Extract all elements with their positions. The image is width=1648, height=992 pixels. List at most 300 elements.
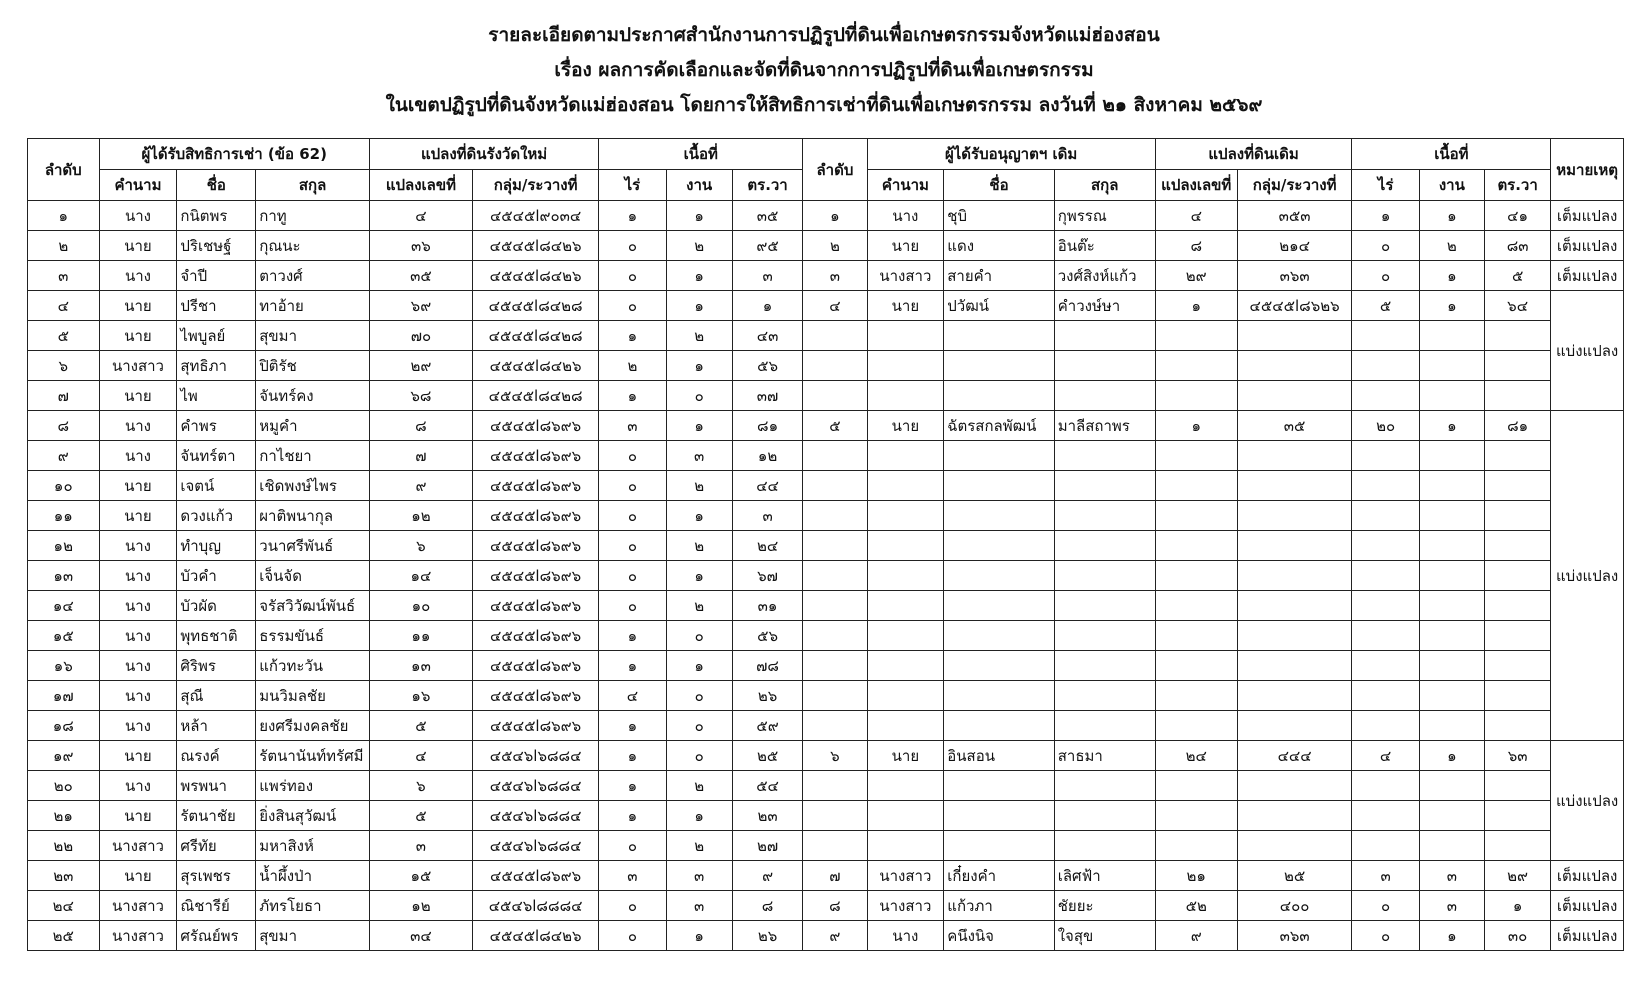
original-empty-cell [1155, 471, 1237, 501]
lessee-rai-cell: ๓ [599, 861, 666, 891]
original-empty-cell [803, 651, 867, 681]
original-empty-cell [1054, 561, 1155, 591]
lessee-rai-cell: ๐ [599, 531, 666, 561]
lessee-ngan-cell: ๓ [666, 441, 732, 471]
original-empty-cell [1419, 651, 1484, 681]
lessee-plot-no-cell: ๔ [369, 201, 472, 231]
lessee-group-cell: ๔๕๔๕l๘๖๙๖ [472, 591, 598, 621]
original-rai-cell: ๕ [1352, 291, 1419, 321]
lessee-prefix-cell: นาง [99, 531, 177, 561]
lessee-rai-cell: ๒ [599, 351, 666, 381]
original-empty-cell [1419, 561, 1484, 591]
lessee-name-cell: ไพ [177, 381, 256, 411]
original-group-cell: ๒๑๔ [1237, 231, 1352, 261]
lessee-prefix-cell: นาย [99, 501, 177, 531]
lessee-surname-cell: ผาติพนากุล [256, 501, 370, 531]
lessee-order-cell: ๑๔ [28, 591, 100, 621]
table-row [28, 471, 1624, 501]
lessee-group-cell: ๔๕๔๕l๙๐๓๔ [472, 201, 598, 231]
original-empty-cell [1237, 621, 1352, 651]
lessee-wa-cell: ๕๔ [732, 771, 803, 801]
original-empty-cell [1155, 681, 1237, 711]
original-group-cell: ๓๖๓ [1237, 261, 1352, 291]
original-empty-cell [1352, 381, 1419, 411]
original-empty-cell [803, 441, 867, 471]
lessee-name-cell: ศรีทัย [177, 831, 256, 861]
original-empty-cell [867, 681, 944, 711]
original-empty-cell [1419, 351, 1484, 381]
lessee-surname-cell: เชิดพงษ์ไพร [256, 471, 370, 501]
lessee-wa-cell: ๒๔ [732, 531, 803, 561]
lessee-ngan-cell: ๑ [666, 561, 732, 591]
original-empty-cell [1419, 471, 1484, 501]
lessee-surname-cell: แพร่ทอง [256, 771, 370, 801]
original-empty-cell [867, 531, 944, 561]
original-empty-cell [1054, 591, 1155, 621]
lessee-rai-cell: ๐ [599, 921, 666, 951]
original-ngan-cell: ๑ [1419, 201, 1484, 231]
original-empty-cell [1237, 441, 1352, 471]
lessee-name-cell: จำปี [177, 261, 256, 291]
header-original-plot-group: แปลงที่ดินเดิม [1155, 139, 1352, 170]
lessee-wa-cell: ๓๕ [732, 201, 803, 231]
original-empty-cell [867, 621, 944, 651]
lessee-rai-cell: ๐ [599, 831, 666, 861]
header-order-original: ลำดับ [803, 139, 867, 201]
lessee-order-cell: ๔ [28, 291, 100, 321]
lessee-plot-no-cell: ๑๔ [369, 561, 472, 591]
lessee-order-cell: ๒ [28, 231, 100, 261]
original-wa-cell: ๕ [1484, 261, 1550, 291]
lessee-wa-cell: ๓๑ [732, 591, 803, 621]
lessee-order-cell: ๕ [28, 321, 100, 351]
lessee-group-cell: ๔๕๔๕l๘๔๒๘ [472, 291, 598, 321]
original-empty-cell [944, 621, 1054, 651]
original-empty-cell [944, 681, 1054, 711]
original-name-cell: ชุบิ [944, 201, 1054, 231]
original-empty-cell [1054, 501, 1155, 531]
lessee-group-cell: ๔๕๔๕l๘๔๒๘ [472, 321, 598, 351]
original-empty-cell [1155, 441, 1237, 471]
original-empty-cell [1054, 681, 1155, 711]
original-surname-cell: สาธมา [1054, 741, 1155, 771]
lessee-wa-cell: ๘ [732, 891, 803, 921]
header-ngan-original: งาน [1419, 170, 1484, 201]
lessee-rai-cell: ๐ [599, 591, 666, 621]
original-empty-cell [1054, 321, 1155, 351]
original-empty-cell [803, 801, 867, 831]
original-prefix-cell: นางสาว [867, 861, 944, 891]
remark-cell: แบ่งแปลง [1551, 741, 1624, 861]
lessee-group-cell: ๔๕๔๕l๘๔๒๘ [472, 381, 598, 411]
lessee-wa-cell: ๓ [732, 261, 803, 291]
original-empty-cell [1155, 771, 1237, 801]
original-wa-cell: ๖๔ [1484, 291, 1550, 321]
original-empty-cell [867, 441, 944, 471]
original-empty-cell [1054, 381, 1155, 411]
original-empty-cell [1352, 681, 1419, 711]
lessee-rai-cell: ๓ [599, 411, 666, 441]
lessee-plot-no-cell: ๒๙ [369, 351, 472, 381]
original-empty-cell [1054, 831, 1155, 861]
original-empty-cell [803, 321, 867, 351]
lessee-name-cell: กนิตพร [177, 201, 256, 231]
original-wa-cell: ๖๓ [1484, 741, 1550, 771]
lessee-plot-no-cell: ๖๙ [369, 291, 472, 321]
lessee-surname-cell: ยิ่งสินสุวัฒน์ [256, 801, 370, 831]
lessee-group-cell: ๔๕๔๕l๘๖๙๖ [472, 861, 598, 891]
original-empty-cell [1419, 501, 1484, 531]
original-ngan-cell: ๑ [1419, 741, 1484, 771]
original-surname-cell: เลิศฟ้า [1054, 861, 1155, 891]
original-empty-cell [867, 471, 944, 501]
lessee-group-cell: ๔๕๔๕l๘๖๙๖ [472, 501, 598, 531]
original-empty-cell [803, 591, 867, 621]
original-order-cell: ๗ [803, 861, 867, 891]
original-wa-cell: ๓๐ [1484, 921, 1550, 951]
original-surname-cell: วงศ์สิงห์แก้ว [1054, 261, 1155, 291]
original-empty-cell [1237, 501, 1352, 531]
lessee-order-cell: ๑๖ [28, 651, 100, 681]
original-plot-no-cell: ๒๑ [1155, 861, 1237, 891]
lessee-plot-no-cell: ๗ [369, 441, 472, 471]
lessee-order-cell: ๑๙ [28, 741, 100, 771]
lessee-order-cell: ๓ [28, 261, 100, 291]
lessee-ngan-cell: ๑ [666, 651, 732, 681]
original-empty-cell [867, 321, 944, 351]
lessee-group-cell: ๔๕๔๕l๘๖๙๖ [472, 651, 598, 681]
lessee-wa-cell: ๕๖ [732, 621, 803, 651]
table-row [28, 381, 1624, 411]
lessee-wa-cell: ๔๔ [732, 471, 803, 501]
header-rai-original: ไร่ [1352, 170, 1419, 201]
lessee-group-cell: ๔๕๔๕l๘๖๙๖ [472, 471, 598, 501]
original-empty-cell [944, 531, 1054, 561]
lessee-wa-cell: ๕๖ [732, 351, 803, 381]
header-surname-original: สกุล [1054, 170, 1155, 201]
lessee-wa-cell: ๒๓ [732, 801, 803, 831]
lessee-name-cell: ปรีชา [177, 291, 256, 321]
allocation-table [27, 138, 1624, 951]
lessee-name-cell: สุทธิภา [177, 351, 256, 381]
original-empty-cell [1419, 831, 1484, 861]
original-group-cell: ๔๐๐ [1237, 891, 1352, 921]
original-empty-cell [1484, 321, 1550, 351]
lessee-group-cell: ๔๕๔๕l๘๔๒๖ [472, 261, 598, 291]
remark-cell: แบ่งแปลง [1551, 411, 1624, 741]
original-surname-cell: อินต๊ะ [1054, 231, 1155, 261]
original-empty-cell [803, 351, 867, 381]
lessee-wa-cell: ๒๖ [732, 921, 803, 951]
original-empty-cell [944, 711, 1054, 741]
lessee-plot-no-cell: ๕ [369, 711, 472, 741]
lessee-rai-cell: ๐ [599, 471, 666, 501]
lessee-group-cell: ๔๕๔๕l๘๔๒๖ [472, 351, 598, 381]
original-group-cell: ๓๖๓ [1237, 921, 1352, 951]
lessee-ngan-cell: ๑ [666, 921, 732, 951]
original-empty-cell [803, 831, 867, 861]
lessee-group-cell: ๔๕๔๕l๘๖๙๖ [472, 561, 598, 591]
original-empty-cell [1054, 441, 1155, 471]
lessee-surname-cell: มนวิมลชัย [256, 681, 370, 711]
lessee-prefix-cell: นาง [99, 681, 177, 711]
original-empty-cell [944, 381, 1054, 411]
original-empty-cell [1352, 831, 1419, 861]
original-empty-cell [1155, 561, 1237, 591]
original-empty-cell [1484, 441, 1550, 471]
original-empty-cell [1054, 651, 1155, 681]
table-row [28, 441, 1624, 471]
original-group-cell: ๔๔๔ [1237, 741, 1352, 771]
original-order-cell: ๒ [803, 231, 867, 261]
original-order-cell: ๙ [803, 921, 867, 951]
header-lessee-group: ผู้ได้รับสิทธิการเช่า (ข้อ 62) [99, 139, 369, 170]
original-empty-cell [867, 351, 944, 381]
lessee-surname-cell: หมูคำ [256, 411, 370, 441]
original-empty-cell [1155, 621, 1237, 651]
table-row [28, 741, 1624, 771]
original-empty-cell [803, 681, 867, 711]
original-empty-cell [1419, 441, 1484, 471]
lessee-plot-no-cell: ๑๖ [369, 681, 472, 711]
original-empty-cell [1237, 591, 1352, 621]
original-empty-cell [1054, 531, 1155, 561]
lessee-prefix-cell: นาง [99, 771, 177, 801]
lessee-group-cell: ๔๕๔๖l๘๘๘๔ [472, 891, 598, 921]
lessee-name-cell: สุรเพชร [177, 861, 256, 891]
lessee-prefix-cell: นาง [99, 261, 177, 291]
header-name-original: ชื่อ [944, 170, 1054, 201]
lessee-surname-cell: ภัทรโยธา [256, 891, 370, 921]
lessee-wa-cell: ๗๘ [732, 651, 803, 681]
original-rai-cell: ๐ [1352, 921, 1419, 951]
lessee-prefix-cell: นาง [99, 711, 177, 741]
lessee-prefix-cell: นาง [99, 411, 177, 441]
table-row [28, 801, 1624, 831]
original-empty-cell [944, 771, 1054, 801]
lessee-group-cell: ๔๕๔๖l๖๘๘๔ [472, 741, 598, 771]
original-empty-cell [1054, 351, 1155, 381]
lessee-ngan-cell: ๐ [666, 681, 732, 711]
original-empty-cell [1054, 471, 1155, 501]
lessee-wa-cell: ๔๓ [732, 321, 803, 351]
lessee-prefix-cell: นาง [99, 591, 177, 621]
lessee-ngan-cell: ๒ [666, 321, 732, 351]
header-ngan: งาน [666, 170, 732, 201]
original-plot-no-cell: ๙ [1155, 921, 1237, 951]
lessee-rai-cell: ๑ [599, 621, 666, 651]
table-row [28, 861, 1624, 891]
lessee-name-cell: คำพร [177, 411, 256, 441]
lessee-name-cell: ศรัณย์พร [177, 921, 256, 951]
lessee-wa-cell: ๕๙ [732, 711, 803, 741]
remark-cell: เต็มแปลง [1551, 261, 1624, 291]
original-name-cell: ปวัฒน์ [944, 291, 1054, 321]
original-empty-cell [1155, 711, 1237, 741]
lessee-ngan-cell: ๒ [666, 591, 732, 621]
table-row [28, 711, 1624, 741]
original-empty-cell [867, 561, 944, 591]
table-row [28, 411, 1624, 441]
lessee-prefix-cell: นาย [99, 231, 177, 261]
original-empty-cell [1484, 471, 1550, 501]
lessee-plot-no-cell: ๘ [369, 411, 472, 441]
original-empty-cell [1155, 351, 1237, 381]
lessee-prefix-cell: นาง [99, 441, 177, 471]
header-prefix-original: คำนาม [867, 170, 944, 201]
table-row [28, 531, 1624, 561]
original-name-cell: ฉัตรสกลพัฒน์ [944, 411, 1054, 441]
lessee-surname-cell: แก้วทะวัน [256, 651, 370, 681]
original-name-cell: เกี๋ยงคำ [944, 861, 1054, 891]
original-rai-cell: ๒๐ [1352, 411, 1419, 441]
lessee-prefix-cell: นางสาว [99, 831, 177, 861]
original-empty-cell [1054, 621, 1155, 651]
original-empty-cell [803, 561, 867, 591]
original-rai-cell: ๔ [1352, 741, 1419, 771]
lessee-wa-cell: ๙๕ [732, 231, 803, 261]
original-name-cell: อินสอน [944, 741, 1054, 771]
lessee-name-cell: ดวงแก้ว [177, 501, 256, 531]
lessee-rai-cell: ๑ [599, 801, 666, 831]
original-group-cell: ๓๕๓ [1237, 201, 1352, 231]
lessee-ngan-cell: ๒ [666, 531, 732, 561]
lessee-name-cell: ทำบุญ [177, 531, 256, 561]
original-empty-cell [1484, 561, 1550, 591]
original-empty-cell [1237, 381, 1352, 411]
original-group-cell: ๓๕ [1237, 411, 1352, 441]
original-empty-cell [1484, 501, 1550, 531]
original-empty-cell [1237, 321, 1352, 351]
original-plot-no-cell: ๒๔ [1155, 741, 1237, 771]
original-prefix-cell: นางสาว [867, 261, 944, 291]
original-plot-no-cell: ๕๒ [1155, 891, 1237, 921]
original-order-cell: ๘ [803, 891, 867, 921]
lessee-name-cell: ไพบูลย์ [177, 321, 256, 351]
original-empty-cell [867, 381, 944, 411]
lessee-surname-cell: ธรรมขันธ์ [256, 621, 370, 651]
lessee-group-cell: ๔๕๔๕l๘๔๒๖ [472, 231, 598, 261]
original-ngan-cell: ๓ [1419, 861, 1484, 891]
original-empty-cell [1352, 561, 1419, 591]
original-order-cell: ๔ [803, 291, 867, 321]
lessee-surname-cell: กุณนะ [256, 231, 370, 261]
lessee-prefix-cell: นางสาว [99, 351, 177, 381]
original-empty-cell [1237, 651, 1352, 681]
lessee-rai-cell: ๐ [599, 261, 666, 291]
lessee-order-cell: ๑๘ [28, 711, 100, 741]
lessee-rai-cell: ๑ [599, 711, 666, 741]
original-empty-cell [1237, 681, 1352, 711]
original-prefix-cell: นาย [867, 741, 944, 771]
lessee-group-cell: ๔๕๔๕l๘๖๙๖ [472, 711, 598, 741]
original-empty-cell [803, 531, 867, 561]
original-empty-cell [944, 591, 1054, 621]
original-empty-cell [1484, 711, 1550, 741]
lessee-wa-cell: ๙ [732, 861, 803, 891]
lessee-prefix-cell: นางสาว [99, 921, 177, 951]
original-empty-cell [944, 321, 1054, 351]
original-surname-cell: ชัยยะ [1054, 891, 1155, 921]
original-empty-cell [1054, 771, 1155, 801]
remark-cell: เต็มแปลง [1551, 231, 1624, 261]
lessee-order-cell: ๒๓ [28, 861, 100, 891]
original-surname-cell: กุพรรณ [1054, 201, 1155, 231]
original-wa-cell: ๔๑ [1484, 201, 1550, 231]
lessee-surname-cell: ปิติรัช [256, 351, 370, 381]
lessee-plot-no-cell: ๖ [369, 771, 472, 801]
lessee-prefix-cell: นาย [99, 321, 177, 351]
lessee-surname-cell: มหาสิงห์ [256, 831, 370, 861]
original-group-cell: ๔๕๔๕l๘๖๒๖ [1237, 291, 1352, 321]
original-empty-cell [867, 801, 944, 831]
original-empty-cell [1484, 621, 1550, 651]
original-empty-cell [1237, 471, 1352, 501]
original-empty-cell [1352, 621, 1419, 651]
original-prefix-cell: นาย [867, 411, 944, 441]
original-prefix-cell: นาย [867, 231, 944, 261]
original-empty-cell [1419, 321, 1484, 351]
lessee-surname-cell: กาทู [256, 201, 370, 231]
header-order: ลำดับ [28, 139, 100, 201]
lessee-surname-cell: รัตนานันท์ทรัศมี [256, 741, 370, 771]
original-empty-cell [1237, 831, 1352, 861]
original-rai-cell: ๑ [1352, 201, 1419, 231]
original-ngan-cell: ๑ [1419, 291, 1484, 321]
lessee-prefix-cell: นาง [99, 201, 177, 231]
lessee-group-cell: ๔๕๔๕l๘๖๙๖ [472, 621, 598, 651]
header-new-plot-group: แปลงที่ดินรังวัดใหม่ [369, 139, 598, 170]
table-row [28, 621, 1624, 651]
lessee-name-cell: บัวผัด [177, 591, 256, 621]
original-empty-cell [1484, 531, 1550, 561]
original-name-cell: แก้วภา [944, 891, 1054, 921]
lessee-group-cell: ๔๕๔๖l๖๘๘๔ [472, 771, 598, 801]
lessee-group-cell: ๔๕๔๕l๘๖๙๖ [472, 411, 598, 441]
original-empty-cell [867, 771, 944, 801]
lessee-plot-no-cell: ๑๐ [369, 591, 472, 621]
original-wa-cell: ๒๙ [1484, 861, 1550, 891]
lessee-plot-no-cell: ๙ [369, 471, 472, 501]
lessee-group-cell: ๔๕๔๖l๖๘๘๔ [472, 801, 598, 831]
header-group: กลุ่ม/ระวางที่ [472, 170, 598, 201]
table-row [28, 291, 1624, 321]
header-area-group: เนื้อที่ [599, 139, 803, 170]
lessee-prefix-cell: นาย [99, 291, 177, 321]
lessee-ngan-cell: ๒ [666, 771, 732, 801]
header-surname: สกุล [256, 170, 370, 201]
lessee-order-cell: ๙ [28, 441, 100, 471]
original-wa-cell: ๘๓ [1484, 231, 1550, 261]
lessee-name-cell: บัวคำ [177, 561, 256, 591]
lessee-ngan-cell: ๓ [666, 861, 732, 891]
lessee-prefix-cell: นาย [99, 741, 177, 771]
lessee-order-cell: ๑๒ [28, 531, 100, 561]
lessee-wa-cell: ๑ [732, 291, 803, 321]
header-name: ชื่อ [177, 170, 256, 201]
lessee-ngan-cell: ๑ [666, 411, 732, 441]
lessee-group-cell: ๔๕๔๕l๘๖๙๖ [472, 531, 598, 561]
lessee-ngan-cell: ๒ [666, 231, 732, 261]
original-empty-cell [1352, 471, 1419, 501]
lessee-rai-cell: ๑ [599, 651, 666, 681]
lessee-prefix-cell: นาย [99, 381, 177, 411]
lessee-plot-no-cell: ๖ [369, 531, 472, 561]
title-line-1: รายละเอียดตามประกาศสำนักงานการปฏิรูปที่ดินเพื่อเกษตรกรรมจังหวัดแม่ฮ่องสอน [488, 24, 1160, 46]
lessee-ngan-cell: ๑ [666, 351, 732, 381]
original-plot-no-cell: ๔ [1155, 201, 1237, 231]
lessee-name-cell: พุทธชาติ [177, 621, 256, 651]
